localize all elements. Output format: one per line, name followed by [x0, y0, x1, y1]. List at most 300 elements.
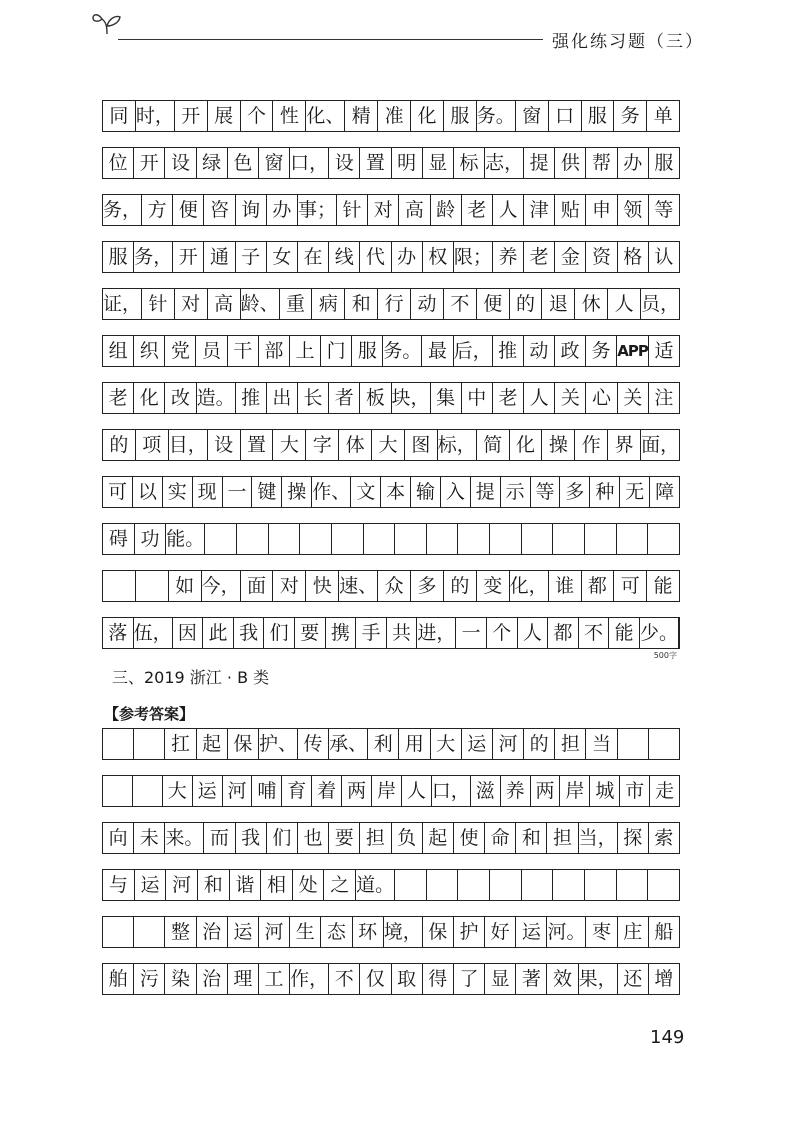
grid-cell: 的: [103, 430, 136, 460]
grid-cell: 治: [197, 964, 228, 994]
grid-row: [102, 194, 680, 226]
grid-cell: 担: [547, 823, 578, 853]
grid-cell: 龄: [431, 195, 462, 225]
essay-grid-top: [102, 100, 680, 664]
page-header: [0, 0, 800, 70]
grid-row: [102, 775, 680, 807]
grid-cell: 志，: [485, 148, 524, 178]
essay-grid-bottom: [102, 728, 680, 1010]
grid-cell: 养: [501, 776, 531, 806]
grid-cell: 老: [462, 195, 493, 225]
grid-cell: 对: [175, 289, 208, 319]
grid-cell: 和: [345, 289, 378, 319]
grid-cell: 城: [590, 776, 620, 806]
grid-cell: 贴: [555, 195, 586, 225]
grid-cell: 键: [252, 477, 282, 507]
grid-cell: 准: [378, 101, 411, 131]
grid-cell: 环: [353, 917, 384, 947]
grid-cell: 权: [423, 242, 454, 272]
grid-cell: 了: [454, 964, 485, 994]
grid-cell: 服: [582, 101, 615, 131]
grid-cell: 显: [485, 964, 516, 994]
grid-cell: 病: [312, 289, 345, 319]
grid-cell: 窗: [516, 101, 549, 131]
grid-cell: 果，: [579, 964, 618, 994]
grid-cell: 格: [618, 242, 649, 272]
grid-cell: 门: [321, 336, 352, 366]
grid-cell: 设: [329, 148, 360, 178]
grid-cell: 运: [516, 917, 547, 947]
grid-cell: [134, 917, 165, 947]
grid-cell: 口，: [432, 776, 471, 806]
grid-cell: 操: [282, 477, 312, 507]
grid-cell: 们: [264, 618, 295, 648]
grid-cell: 染: [165, 964, 196, 994]
grid-cell: 时，: [136, 101, 175, 131]
grid-row: [102, 382, 680, 414]
grid-cell: 都: [582, 571, 615, 601]
grid-cell: 我: [236, 823, 267, 853]
grid-cell: 大: [163, 776, 193, 806]
grid-cell: 速、: [339, 571, 378, 601]
grid-cell: 务。: [477, 101, 516, 131]
grid-cell: 也: [298, 823, 329, 853]
grid-cell: 快: [306, 571, 339, 601]
grid-cell: 入: [441, 477, 471, 507]
grid-cell: 道。: [356, 870, 395, 900]
grid-cell: 谁: [549, 571, 582, 601]
grid-cell: 市: [620, 776, 650, 806]
grid-cell: 员，: [641, 292, 680, 315]
grid-cell: 高: [399, 195, 430, 225]
grid-cell: 能: [609, 618, 640, 648]
grid-cell: 负: [392, 823, 423, 853]
grid-cell: 块，: [392, 383, 431, 413]
grid-cell: [395, 870, 427, 900]
grid-cell: 能: [653, 574, 673, 597]
grid-cell: 证，: [103, 289, 142, 319]
grid-cell: 我: [234, 618, 265, 648]
grid-cell: [427, 870, 459, 900]
grid-cell: 不: [444, 289, 477, 319]
grid-cell: 津: [524, 195, 555, 225]
grid-cell: 化、: [306, 101, 345, 131]
grid-cell: 生: [290, 917, 321, 947]
word-count-label: 500字: [653, 651, 677, 660]
grid-cell: 事；: [298, 195, 337, 225]
grid-row: [102, 570, 680, 602]
grid-cell: 龄、: [241, 289, 280, 319]
grid-cell: 便: [477, 289, 510, 319]
grid-cell: 作，: [290, 964, 329, 994]
grid-cell: 利: [368, 729, 399, 759]
grid-cell: 碍: [103, 524, 135, 554]
grid-cell: 帮: [586, 148, 617, 178]
grid-cell: 与: [103, 870, 135, 900]
grid-cell: [617, 524, 649, 554]
grid-cell: 不: [329, 964, 360, 994]
grid-cell: 在: [298, 242, 329, 272]
grid-cell: 两: [531, 776, 561, 806]
grid-cell: 展: [208, 101, 241, 131]
grid-cell: 提: [524, 148, 555, 178]
grid-cell: 同: [103, 101, 136, 131]
grid-cell: 庄: [618, 917, 649, 947]
grid-cell: 污: [134, 964, 165, 994]
grid-row: [102, 617, 680, 660]
grid-cell: 保: [228, 729, 259, 759]
grid-cell: 面: [241, 571, 274, 601]
grid-cell: 多: [411, 571, 444, 601]
grid-cell: [649, 729, 679, 759]
grid-cell: 大: [431, 729, 462, 759]
grid-cell: 织: [134, 336, 165, 366]
grid-cell: [364, 524, 396, 554]
grid-cell: 护、: [259, 729, 298, 759]
grid-cell: 心: [586, 383, 617, 413]
grid-cell: [585, 870, 617, 900]
grid-cell: [458, 870, 490, 900]
grid-cell: 通: [204, 242, 235, 272]
grid-cell: 共: [387, 618, 418, 648]
grid-cell: 整: [165, 917, 196, 947]
grid-cell: 字: [306, 430, 339, 460]
grid-cell: 务，: [134, 242, 173, 272]
grid-row: [102, 963, 680, 995]
grid-cell: 大: [372, 430, 405, 460]
grid-cell: 无: [620, 477, 650, 507]
grid-cell: 务。: [383, 336, 422, 366]
grid-cell: 务，: [103, 195, 142, 225]
grid-cell: [617, 870, 649, 900]
grid-cell: 方: [142, 195, 173, 225]
grid-cell: 仅: [360, 964, 391, 994]
grid-cell: 绿: [197, 148, 228, 178]
grid-cell: 因: [173, 618, 204, 648]
grid-cell: 精: [345, 101, 378, 131]
grid-cell: 来。: [165, 823, 204, 853]
grid-cell: 单: [653, 104, 673, 127]
grid-cell: 河: [166, 870, 198, 900]
grid-cell: 退: [542, 289, 575, 319]
grid-cell: 岸: [560, 776, 590, 806]
grid-cell: 询: [236, 195, 267, 225]
grid-cell: [618, 729, 649, 759]
grid-cell: 提: [471, 477, 501, 507]
grid-row: [102, 728, 680, 760]
grid-cell: 显: [423, 148, 454, 178]
grid-cell: [103, 776, 133, 806]
grid-cell: 办: [267, 195, 298, 225]
grid-cell: 申: [586, 195, 617, 225]
grid-cell: 滋: [471, 776, 501, 806]
grid-row: [102, 476, 680, 508]
grid-cell: 体: [339, 430, 372, 460]
grid-cell: 舶: [103, 964, 134, 994]
grid-cell: 治: [197, 917, 228, 947]
grid-cell: 部: [259, 336, 290, 366]
grid-cell: 干: [228, 336, 259, 366]
grid-cell: [553, 524, 585, 554]
grid-cell: 障: [655, 480, 675, 503]
grid-cell: 使: [454, 823, 485, 853]
grid-cell: 的: [510, 289, 543, 319]
grid-cell: 的: [524, 729, 555, 759]
grid-cell: 少。: [640, 618, 679, 648]
grid-cell: 而: [204, 823, 235, 853]
grid-cell: 实: [163, 477, 193, 507]
grid-cell: 文: [351, 477, 381, 507]
grid-cell: 注: [654, 386, 674, 409]
grid-cell: [136, 571, 169, 601]
grid-cell: 输: [411, 477, 441, 507]
grid-cell: [522, 870, 554, 900]
grid-cell: 性: [273, 101, 306, 131]
grid-cell: 集: [431, 383, 462, 413]
grid-row: [102, 523, 680, 555]
grid-cell: [490, 524, 522, 554]
grid-cell: 线: [329, 242, 360, 272]
grid-cell: 要: [329, 823, 360, 853]
grid-cell: 个: [241, 101, 274, 131]
grid-row: [102, 335, 680, 367]
grid-cell: 河: [493, 729, 524, 759]
grid-cell: 老: [493, 383, 524, 413]
grid-cell: 运: [228, 917, 259, 947]
grid-cell: 境，: [384, 917, 423, 947]
grid-cell: 等: [531, 477, 561, 507]
grid-cell: 适: [654, 339, 674, 362]
grid-cell: 推: [236, 383, 267, 413]
grid-cell: 长: [298, 383, 329, 413]
grid-cell: 开: [134, 148, 165, 178]
grid-cell: 限；: [454, 242, 493, 272]
grid-cell: 作: [575, 430, 608, 460]
grid-cell: 的: [444, 571, 477, 601]
grid-cell: 服: [444, 101, 477, 131]
grid-cell: 担: [360, 823, 391, 853]
grid-cell: 口: [549, 101, 582, 131]
grid-cell: [269, 524, 301, 554]
grid-cell: 金: [555, 242, 586, 272]
grid-cell: 两: [342, 776, 372, 806]
grid-cell: [332, 524, 364, 554]
grid-cell: 多: [560, 477, 590, 507]
grid-cell: 色: [228, 148, 259, 178]
grid-cell: 索: [654, 826, 674, 849]
grid-cell: 传: [298, 729, 329, 759]
grid-cell: 此: [203, 618, 234, 648]
grid-cell: 养: [493, 242, 524, 272]
grid-cell: 置: [241, 430, 274, 460]
grid-cell: 起: [423, 823, 454, 853]
grid-cell: 河: [259, 917, 290, 947]
grid-cell: 服: [654, 151, 674, 174]
grid-cell: 便: [173, 195, 204, 225]
grid-cell: 休: [575, 289, 608, 319]
grid-cell: 扛: [165, 729, 196, 759]
grid-cell: 承、: [329, 729, 368, 759]
grid-cell: 设: [208, 430, 241, 460]
grid-cell: 行: [378, 289, 411, 319]
grid-cell: 界: [608, 430, 641, 460]
grid-cell: 枣: [586, 917, 617, 947]
grid-cell: 走: [655, 779, 675, 802]
grid-cell: 推: [493, 336, 524, 366]
grid-cell: 用: [399, 729, 430, 759]
grid-row: [102, 869, 680, 901]
grid-cell: [490, 870, 522, 900]
grid-cell: 运: [193, 776, 223, 806]
grid-cell: 育: [282, 776, 312, 806]
grid-cell: 态: [321, 917, 352, 947]
grid-cell: 取: [392, 964, 423, 994]
grid-cell: 岸: [372, 776, 402, 806]
grid-cell: 谐: [230, 870, 262, 900]
grid-cell: 后，: [454, 336, 493, 366]
grid-cell: 人: [493, 195, 524, 225]
grid-cell: 项: [136, 430, 169, 460]
grid-cell: 当，: [579, 823, 618, 853]
grid-cell: 老: [103, 383, 134, 413]
grid-cell: 办: [618, 148, 649, 178]
grid-cell: 都: [548, 618, 579, 648]
grid-cell: 人: [608, 289, 641, 319]
grid-cell: 和: [198, 870, 230, 900]
grid-cell: 者: [329, 383, 360, 413]
grid-cell: 组: [103, 336, 134, 366]
sprout-icon: [92, 10, 122, 36]
grid-cell: 中: [462, 383, 493, 413]
grid-cell: 着: [312, 776, 342, 806]
grid-cell: 起: [197, 729, 228, 759]
grid-cell: 命: [485, 823, 516, 853]
grid-row: [102, 288, 680, 320]
grid-cell: 人: [524, 383, 555, 413]
grid-cell: 进，: [417, 618, 456, 648]
grid-cell: 要: [295, 618, 326, 648]
grid-cell: 可: [103, 477, 133, 507]
grid-cell: 服: [352, 336, 383, 366]
grid-cell: 护: [454, 917, 485, 947]
grid-cell: 认: [654, 245, 674, 268]
grid-cell: 工: [259, 964, 290, 994]
grid-cell: 置: [360, 148, 391, 178]
grid-cell: 保: [423, 917, 454, 947]
grid-cell: 标，: [438, 430, 477, 460]
grid-cell: 对: [273, 571, 306, 601]
grid-cell: 示: [501, 477, 531, 507]
grid-row: [102, 822, 680, 854]
grid-cell: 改: [165, 383, 196, 413]
grid-cell: 图: [405, 430, 438, 460]
grid-cell: 化: [510, 430, 543, 460]
grid-cell: 如: [169, 571, 202, 601]
grid-cell: 河: [223, 776, 253, 806]
grid-cell: [134, 729, 165, 759]
grid-cell: 功: [135, 524, 167, 554]
grid-cell: [237, 524, 269, 554]
grid-cell: 等: [654, 198, 674, 221]
grid-cell: 子: [236, 242, 267, 272]
grid-cell: 携: [326, 618, 357, 648]
grid-cell: 女: [267, 242, 298, 272]
grid-cell: 变: [477, 571, 510, 601]
grid-cell: [103, 571, 136, 601]
grid-row: [102, 147, 680, 179]
grid-cell: [103, 729, 134, 759]
grid-cell: 目，: [169, 430, 208, 460]
grid-cell: 船: [654, 920, 674, 943]
grid-cell: 开: [175, 101, 208, 131]
grid-row: [102, 429, 680, 461]
grid-cell: 现: [193, 477, 223, 507]
grid-cell: 化，: [510, 571, 549, 601]
grid-cell: 针: [337, 195, 368, 225]
grid-cell: 担: [555, 729, 586, 759]
grid-cell: 上: [290, 336, 321, 366]
grid-row: [102, 100, 680, 132]
grid-cell: 设: [165, 148, 196, 178]
grid-cell: [395, 524, 427, 554]
grid-cell: [648, 524, 679, 554]
grid-cell: 效: [547, 964, 578, 994]
grid-cell: 今，: [202, 571, 241, 601]
grid-cell: [585, 524, 617, 554]
grid-cell: 板: [360, 383, 391, 413]
grid-cell: 化: [411, 101, 444, 131]
grid-cell: 操: [542, 430, 575, 460]
grid-cell: 高: [208, 289, 241, 319]
grid-cell: 务: [586, 336, 617, 366]
grid-cell: 窗: [259, 148, 290, 178]
grid-cell: 们: [267, 823, 298, 853]
grid-cell: 理: [228, 964, 259, 994]
grid-cell: 河。: [547, 917, 586, 947]
grid-cell: 党: [165, 336, 196, 366]
grid-cell: 员: [196, 336, 227, 366]
grid-cell: 资: [586, 242, 617, 272]
grid-cell: [553, 870, 585, 900]
grid-cell: [205, 524, 237, 554]
grid-cell: 个: [487, 618, 518, 648]
grid-cell: 种: [590, 477, 620, 507]
grid-cell: 处: [293, 870, 325, 900]
grid-cell: 落: [103, 618, 134, 648]
header-rule: [118, 39, 543, 40]
grid-cell: 得: [423, 964, 454, 994]
grid-cell: 运: [135, 870, 167, 900]
grid-cell: 针: [142, 289, 175, 319]
grid-cell: 最: [422, 336, 453, 366]
grid-cell: 办: [392, 242, 423, 272]
grid-cell: [427, 524, 459, 554]
grid-cell: 探: [618, 823, 649, 853]
grid-cell: 造。: [197, 383, 236, 413]
grid-cell: 众: [378, 571, 411, 601]
page-number: 149: [650, 1027, 685, 1048]
grid-cell: 可: [614, 571, 647, 601]
grid-cell: APP: [617, 336, 649, 366]
grid-cell: 不: [579, 618, 610, 648]
grid-cell: 著: [516, 964, 547, 994]
grid-cell: [300, 524, 332, 554]
grid-cell: 供: [555, 148, 586, 178]
grid-cell: [133, 776, 163, 806]
grid-cell: 本: [381, 477, 411, 507]
grid-cell: 明: [392, 148, 423, 178]
grid-cell: 咨: [204, 195, 235, 225]
